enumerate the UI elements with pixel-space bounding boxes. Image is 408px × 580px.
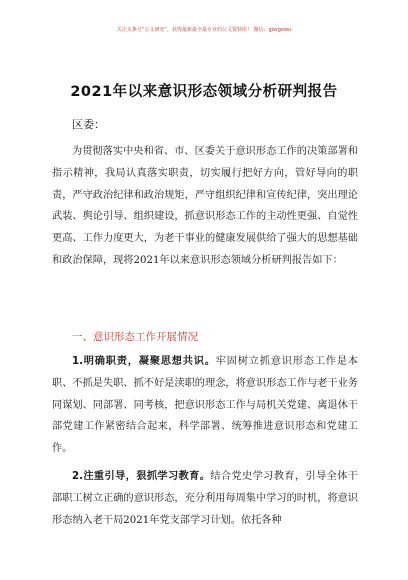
item-2-lead: 2.注重引导，狠抓学习教育。 [72, 471, 211, 482]
item-2-paragraph [52, 466, 358, 531]
item-2-body: 结合党史学习教育，引导全体干部职工树立正确的意识形态，充分利用每周集中学习的时机，将意识形态纳入老干局2021年党支部学习计划。依托各种 [52, 471, 358, 526]
section-heading-1: 一、意识形态工作开展情况 [72, 331, 198, 343]
item-1-paragraph [52, 351, 358, 460]
intro-text: 为贯彻落实中央和省、市、区委关于意识形态工作的决策部署和指示精神，我局认真落实职责，切实履行把好方向，管好导向的职责，严守政治纪律和政治规矩，严守组织纪律和宣传纪律，突出理论武装、舆论引导、组织建设，抓意识形态工作的主动性更强、自觉性更高、工作力度更大，为老干事业的健康发展供给了强大的思想基础和政治保障，现将2021年以来意识形态领域分析研判报告如下： [52, 146, 358, 266]
header-banner: 关注头条号“公文研究”，获得最新最全最专业的公文资料库！ 微信：govgowu [116, 27, 292, 33]
intro-paragraph [52, 141, 358, 272]
document-title: 2021年以来意识形态领域分析研判报告 [70, 84, 338, 100]
item-1-lead: 1.明确职责，凝聚思想共识。 [72, 356, 216, 367]
item-1-body: 牢固树立抓意识形态工作是本职、不抓是失职、抓不好是渎职的理念，将意识形态工作与老干业务同谋划、同部署、同考核，把意识形态工作与局机关党建、离退休干部党建工作紧密结合起来，科学部署、统筹推进意识形态和党建工作。 [52, 356, 358, 455]
salutation: 区委： [72, 118, 105, 131]
